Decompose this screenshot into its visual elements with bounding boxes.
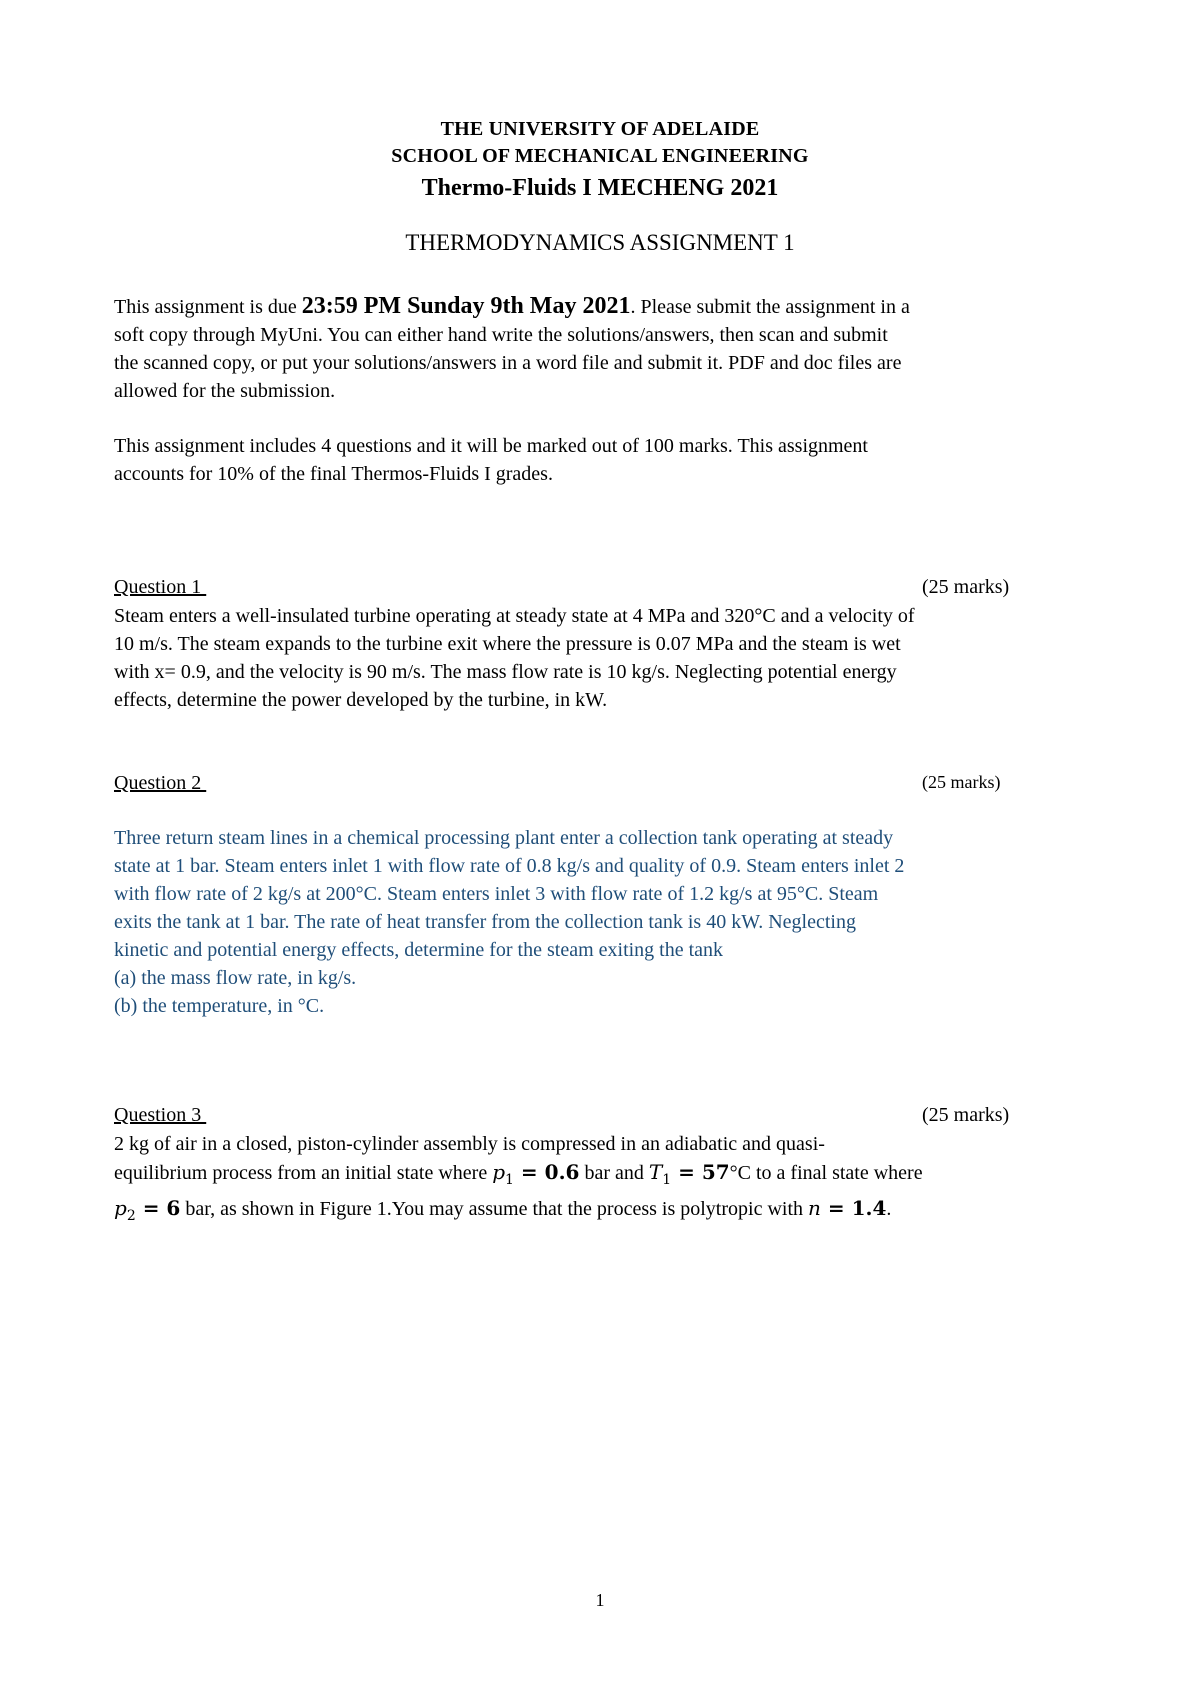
q3-text: bar, as shown in Figure 1.You may assume that the process is polytropic with [180,1198,808,1220]
due-date: 23:59 PM Sunday 9th May 2021 [301,293,631,319]
question-2-body [114,824,1104,1020]
question-2-line: exits the tank at 1 bar. The rate of heat transfer from the collection tank is 40 kW. Neglecting [114,911,856,933]
question-1-body [114,602,1104,714]
question-2-heading [114,772,206,795]
intro-paragraph [114,292,1094,405]
p1-value: = 0.6 [513,1160,580,1184]
question-3-heading [114,1104,206,1127]
question-3-body [114,1130,1104,1230]
n-value: = 1.4 [820,1196,887,1220]
assignment-title: THERMODYNAMICS ASSIGNMENT 1 [405,230,795,255]
school-name: SCHOOL OF MECHANICAL ENGINEERING [391,145,809,167]
intro-line-3: the scanned copy, or put your solutions/answers in a word file and submit it. PDF and doc files are [114,352,902,374]
question-1-marks: (25 marks) [922,576,1010,598]
question-3-label: Question 3 [114,1104,207,1126]
p2-value: = 6 [135,1196,181,1220]
due-prefix: This assignment is due [114,296,302,318]
due-suffix: . Please submit the assignment in a [630,296,910,318]
p1-subscript: 1 [505,1172,514,1188]
intro-line-1 [114,292,1094,321]
question-3-line: 2 kg of air in a closed, piston-cylinder assembly is compressed in an adiabatic and quasi- [114,1133,825,1155]
university-name: THE UNIVERSITY OF ADELAIDE [440,118,760,140]
question-1-heading [114,576,206,599]
t1-subscript: 1 [662,1172,672,1188]
q3-text: bar and [579,1162,649,1184]
question-1-label: Question 1 [114,576,207,598]
t1-value: = 57 [671,1160,730,1184]
question-2-line: Three return steam lines in a chemical processing plant enter a collection tank operating at steady [114,827,894,849]
question-2-line: (a) the mass flow rate, in kg/s. [114,967,357,989]
question-2-label: Question 2 [114,772,207,794]
intro-line-4: allowed for the submission. [114,380,336,402]
q3-text: °C to a final state where [729,1162,923,1184]
course-title: Thermo-Fluids I MECHENG 2021 [421,175,779,201]
q3-text: equilibrium process from an initial state where [114,1162,493,1184]
question-3-line [114,1158,1104,1194]
grading-paragraph [114,432,1094,488]
question-2-marks: (25 marks) [922,772,1001,792]
question-1-line: effects, determine the power developed by the turbine, in kW. [114,689,608,711]
question-1-line: Steam enters a well-insulated turbine operating at steady state at 4 MPa and 320°C and a velocity of [114,605,915,627]
p1-symbol: p [492,1160,506,1184]
grading-line-1: This assignment includes 4 questions and it will be marked out of 100 marks. This assignment [114,435,868,457]
question-2-line: (b) the temperature, in °C. [114,995,325,1017]
grading-line-2: accounts for 10% of the final Thermos-Fluids I grades. [114,463,553,485]
question-2-line: kinetic and potential energy effects, determine for the steam exiting the tank [114,939,724,961]
intro-line-2: soft copy through MyUni. You can either hand write the solutions/answers, then scan and submit [114,324,888,346]
question-2-line: with flow rate of 2 kg/s at 200°C. Steam enters inlet 3 with flow rate of 1.2 kg/s at 95°C. Steam [114,883,879,905]
q3-text: . [886,1198,892,1220]
p2-subscript: 2 [126,1208,136,1224]
question-3-marks: (25 marks) [922,1104,1010,1126]
t1-symbol: T [648,1160,663,1184]
question-1-line: 10 m/s. The steam expands to the turbine exit where the pressure is 0.07 MPa and the steam is wet [114,633,901,655]
question-3-line [114,1194,1104,1230]
p2-symbol: p [114,1196,127,1220]
page-number: 1 [595,1590,605,1610]
question-1-line: with x= 0.9, and the velocity is 90 m/s. The mass flow rate is 10 kg/s. Neglecting potential energy [114,661,897,683]
n-symbol: n [808,1196,821,1220]
question-2-line: state at 1 bar. Steam enters inlet 1 with flow rate of 0.8 kg/s and quality of 0.9. Steam enters inlet 2 [114,855,905,877]
